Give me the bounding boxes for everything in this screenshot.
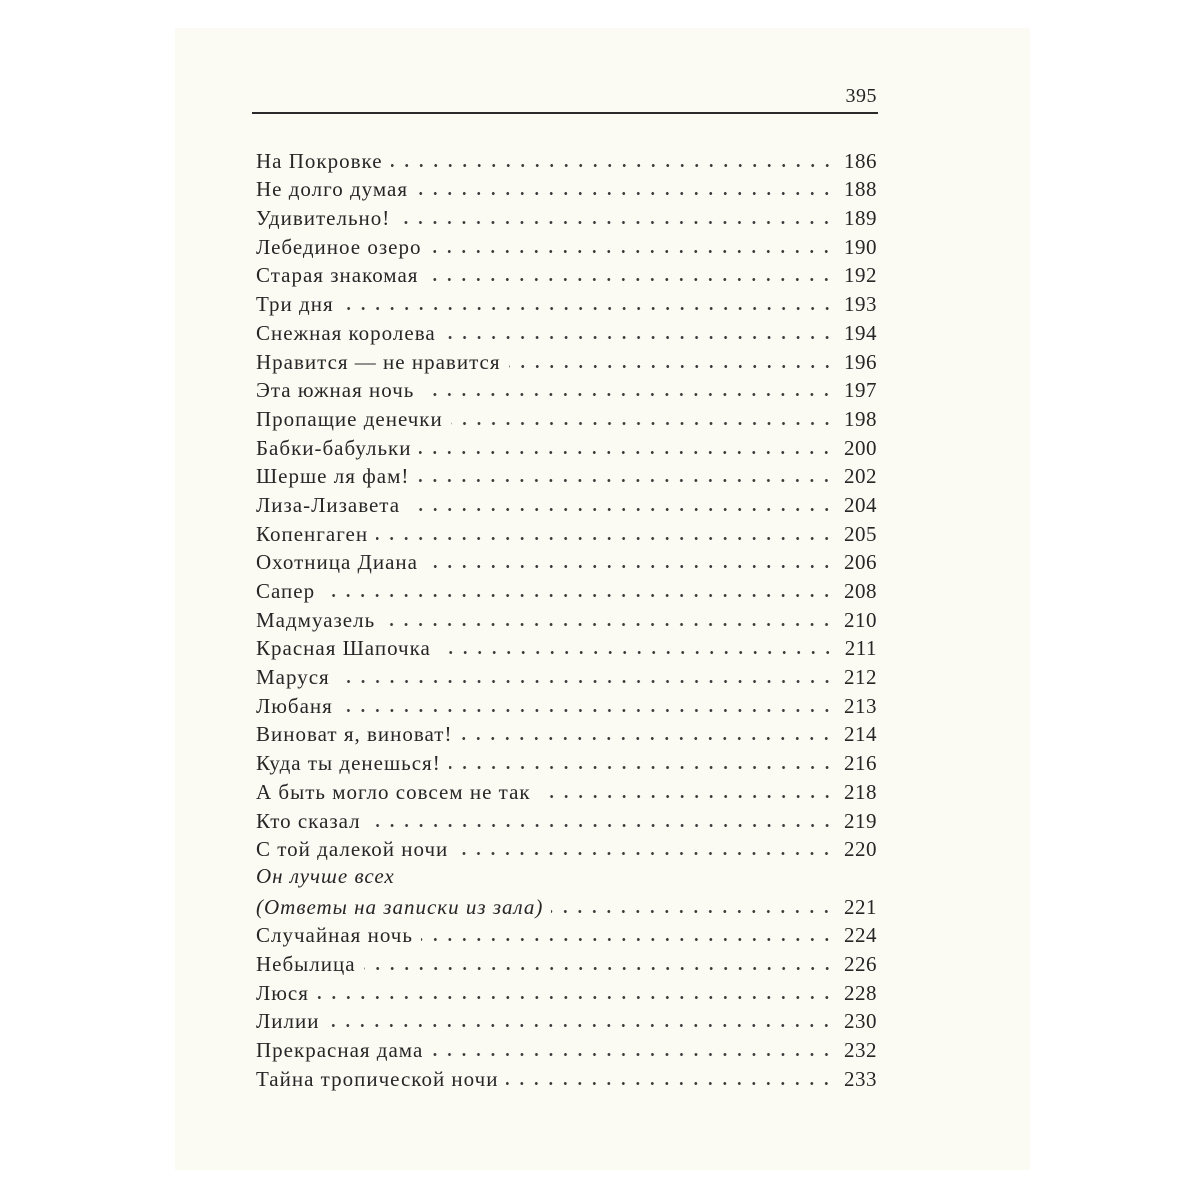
toc-entry-page: 205 [844,521,877,546]
toc-entry-page: 196 [844,349,877,374]
toc-entry-page: 230 [844,1009,877,1034]
dot-leader [398,220,834,225]
toc-entry [256,518,877,547]
toc-entry-title: Мадмуазель [256,607,376,632]
toc-entry-title: Красная Шапочка [256,636,431,661]
toc-entry [256,948,877,977]
toc-entry-title: Виноват я, виноват! [256,722,453,747]
toc-entry [256,461,877,490]
toc-entry [256,862,877,919]
toc-entry-title: Тайна тропической ночи [256,1066,499,1091]
toc-entry-page: 218 [844,779,877,804]
toc-entry-page: 211 [844,636,877,661]
toc-entry-page: 216 [844,751,877,776]
dot-leader [429,249,834,254]
toc-entry-page: 186 [844,148,877,173]
dot-leader [341,708,834,713]
toc-entry [256,375,877,404]
toc-entry [256,920,877,949]
toc-entry-title: Кто сказал [256,808,361,833]
toc-entry-title: Сапер [256,579,316,603]
dot-leader [426,277,834,282]
dot-leader [444,335,834,340]
toc-entry-page: 219 [844,808,877,833]
toc-entry-page: 200 [844,435,877,460]
dot-leader [342,306,834,311]
toc-entry-page: 193 [844,292,877,317]
dot-leader [506,1081,834,1086]
toc-entry [256,1034,877,1063]
toc-entry [256,202,877,231]
dot-leader [383,622,834,627]
dot-leader [456,851,834,856]
toc-entry-page: 202 [844,464,877,489]
toc-entry-title: Маруся [256,665,330,690]
dot-leader [431,1052,834,1057]
toc-entry-page: 197 [844,378,877,403]
toc-entry [256,174,877,203]
dot-leader [509,364,835,369]
toc-entry-title: С той далекой ночи [256,837,449,862]
toc-entry-page: 212 [844,665,877,690]
dot-leader [451,421,834,426]
dot-leader [460,736,834,741]
toc-entry [256,260,877,289]
toc-entry-page: 208 [844,579,877,603]
toc-entry-page: 198 [844,406,877,431]
toc-entry-title: Лиза-Лизавета [256,492,401,517]
dot-leader [426,564,834,569]
toc-entry [256,145,877,174]
toc-entry-title: Пропащие денечки [256,406,443,431]
toc-entry-title: Любаня [256,693,333,718]
toc-entry-title: Эта южная ночь [256,378,415,403]
toc-entry-page: 190 [844,234,877,259]
dot-leader [416,191,834,196]
table-of-contents [256,145,877,1092]
toc-entry-title: Старая знакомая [256,263,419,288]
toc-entry [256,604,877,633]
dot-leader [327,1023,834,1028]
toc-entry-title: Небылица [256,951,356,976]
toc-entry-page: 224 [844,923,877,948]
dot-leader [338,679,834,684]
toc-entry-title: А быть могло совсем не так [256,779,531,804]
toc-entry [256,719,877,748]
toc-entry-page: 214 [844,722,877,747]
dot-leader [369,823,834,828]
toc-entry [256,575,877,604]
toc-entry-page: 210 [844,607,877,632]
toc-entry-title: Шерше ля фам! [256,464,410,489]
toc-entry [256,661,877,690]
dot-leader [364,966,834,971]
toc-entry-page: 213 [844,693,877,718]
toc-entry-title: Нравится — не нравится [256,349,501,374]
toc-entry-subtitle: (Ответы на записки из зала) [256,894,544,919]
toc-entry-title: Не долго думая [256,177,408,202]
toc-entry-page: 220 [844,837,877,862]
toc-entry-page: 232 [844,1038,877,1063]
toc-entry-title: На Покровке [256,148,383,173]
toc-entry-title: Люся [256,980,309,1005]
toc-entry-title: Лебединое озеро [256,234,422,259]
dot-leader [317,995,834,1000]
toc-entry-page: 204 [844,492,877,517]
toc-entry-title: Снежная королева [256,320,436,345]
toc-entry [256,690,877,719]
page-number: 395 [845,85,877,107]
toc-entry [256,977,877,1006]
toc-entry [256,317,877,346]
dot-leader [323,593,834,598]
header-rule [252,112,878,114]
toc-entry-title: Бабки-бабульки [256,435,412,460]
toc-entry-page: 188 [844,177,877,202]
dot-leader [439,650,835,655]
toc-entry-title: Лилии [256,1009,320,1034]
toc-entry [256,231,877,260]
toc-entry-page: 228 [844,980,877,1005]
dot-leader [419,450,834,455]
toc-entry [256,547,877,576]
toc-entry-title: Прекрасная дама [256,1038,424,1063]
toc-entry-title: Он лучше всех [256,864,395,889]
toc-entry-page: 206 [844,550,877,575]
toc-entry [256,346,877,375]
toc-entry [256,834,877,863]
dot-leader [408,507,834,512]
toc-entry-title: Охотница Диана [256,550,418,575]
toc-entry-title: Три дня [256,292,334,317]
toc-entry-page: 192 [844,263,877,288]
toc-entry [256,288,877,317]
toc-entry-title: Случайная ночь [256,923,413,948]
toc-entry [256,805,877,834]
toc-entry [256,489,877,518]
dot-leader [391,163,834,168]
dot-leader [417,478,834,483]
toc-entry-page: 221 [844,894,877,919]
toc-entry-page: 233 [844,1066,877,1091]
dot-leader [449,765,834,770]
toc-entry [256,432,877,461]
dot-leader [421,937,834,942]
toc-entry-page: 226 [844,951,877,976]
dot-leader [422,392,834,397]
toc-entry-page: 194 [844,320,877,345]
toc-entry [256,747,877,776]
dot-leader [551,909,834,914]
toc-entry-page: 189 [844,206,877,231]
toc-entry [256,633,877,662]
dot-leader [539,794,834,799]
toc-entry [256,403,877,432]
toc-entry [256,1063,877,1092]
toc-entry-title: Куда ты денешься! [256,751,441,776]
toc-entry-title: Копенгаген [256,521,369,546]
toc-entry [256,1006,877,1035]
dot-leader [376,536,834,541]
toc-entry-title: Удивительно! [256,206,391,231]
toc-entry [256,776,877,805]
